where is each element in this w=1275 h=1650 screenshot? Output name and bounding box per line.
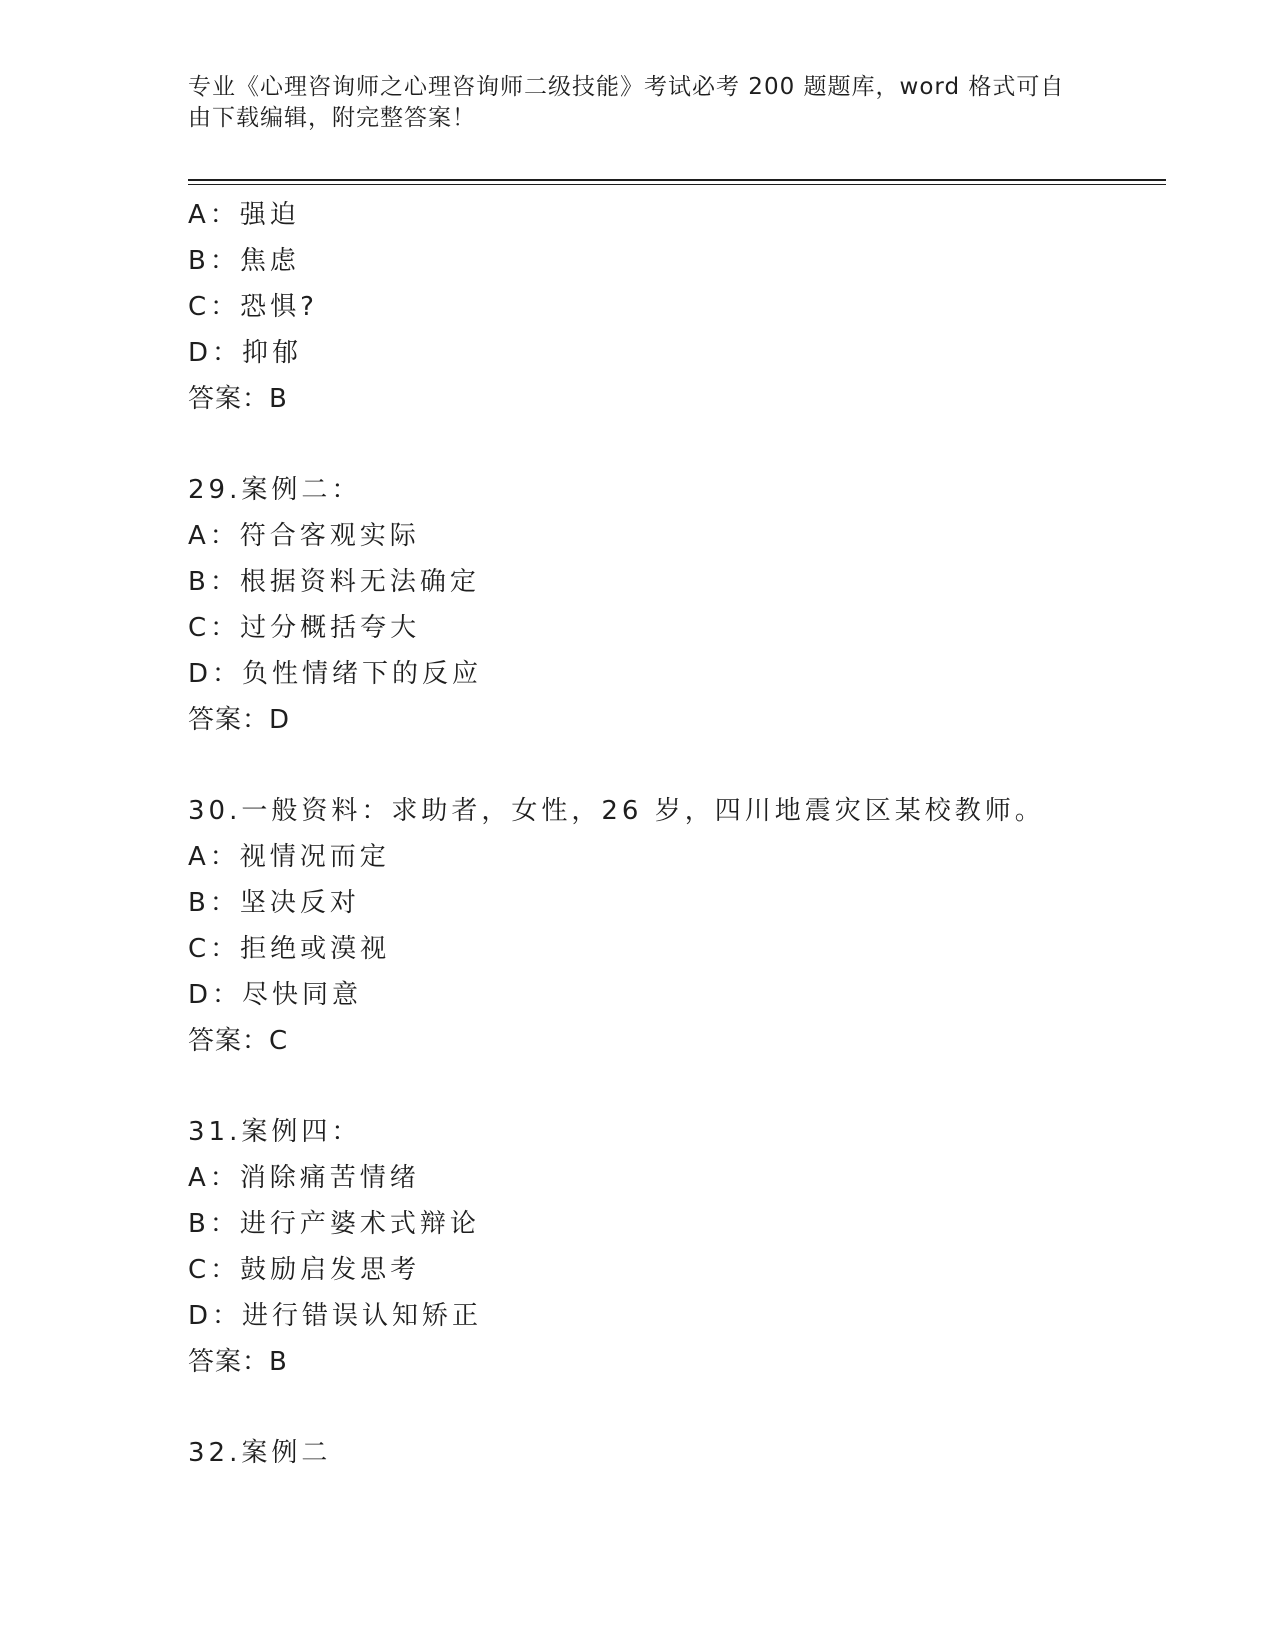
option-c: C：恐惧? xyxy=(188,292,318,322)
option-c: C：拒绝或漠视 xyxy=(188,934,391,964)
answer-line: 答案：C xyxy=(188,1026,289,1056)
question-stem: 31.案例四： xyxy=(188,1117,362,1147)
option-b: B：根据资料无法确定 xyxy=(188,567,480,597)
answer-line: 答案：D xyxy=(188,705,291,735)
option-a: A：消除痛苦情绪 xyxy=(188,1163,420,1193)
question-block xyxy=(188,1430,1148,1476)
option-a: A：视情况而定 xyxy=(188,842,390,872)
question-block xyxy=(188,467,1148,743)
question-block xyxy=(188,1109,1148,1385)
option-a: A：符合客观实际 xyxy=(188,521,420,551)
question-block xyxy=(188,788,1148,1064)
question-stem: 32.案例二 xyxy=(188,1438,332,1468)
option-b: B：进行产婆术式辩论 xyxy=(188,1209,480,1239)
option-c: C：鼓励启发思考 xyxy=(188,1255,421,1285)
answer-line: 答案：B xyxy=(188,384,288,414)
header-rule-thick xyxy=(188,179,1166,181)
option-a: A：强迫 xyxy=(188,200,300,230)
question-stem: 30.一般资料：求助者，女性，26 岁，四川地震灾区某校教师。 xyxy=(188,796,1045,826)
answer-line: 答案：B xyxy=(188,1347,288,1377)
question-stem: 29.案例二： xyxy=(188,475,362,505)
document-intro: 专业《心理咨询师之心理咨询师二级技能》考试必考 200 题题库，word 格式可自由下载编辑，附完整答案！ xyxy=(188,74,1065,131)
question-block xyxy=(188,192,1148,422)
option-c: C：过分概括夸大 xyxy=(188,613,421,643)
option-b: B：焦虑 xyxy=(188,246,300,276)
question-list xyxy=(188,192,1148,1476)
header-rule-thin xyxy=(188,184,1166,185)
option-d: D：尽快同意 xyxy=(188,980,363,1010)
option-b: B：坚决反对 xyxy=(188,888,360,918)
option-d: D：抑郁 xyxy=(188,338,303,368)
option-d: D：进行错误认知矫正 xyxy=(188,1301,483,1331)
option-d: D：负性情绪下的反应 xyxy=(188,659,483,689)
